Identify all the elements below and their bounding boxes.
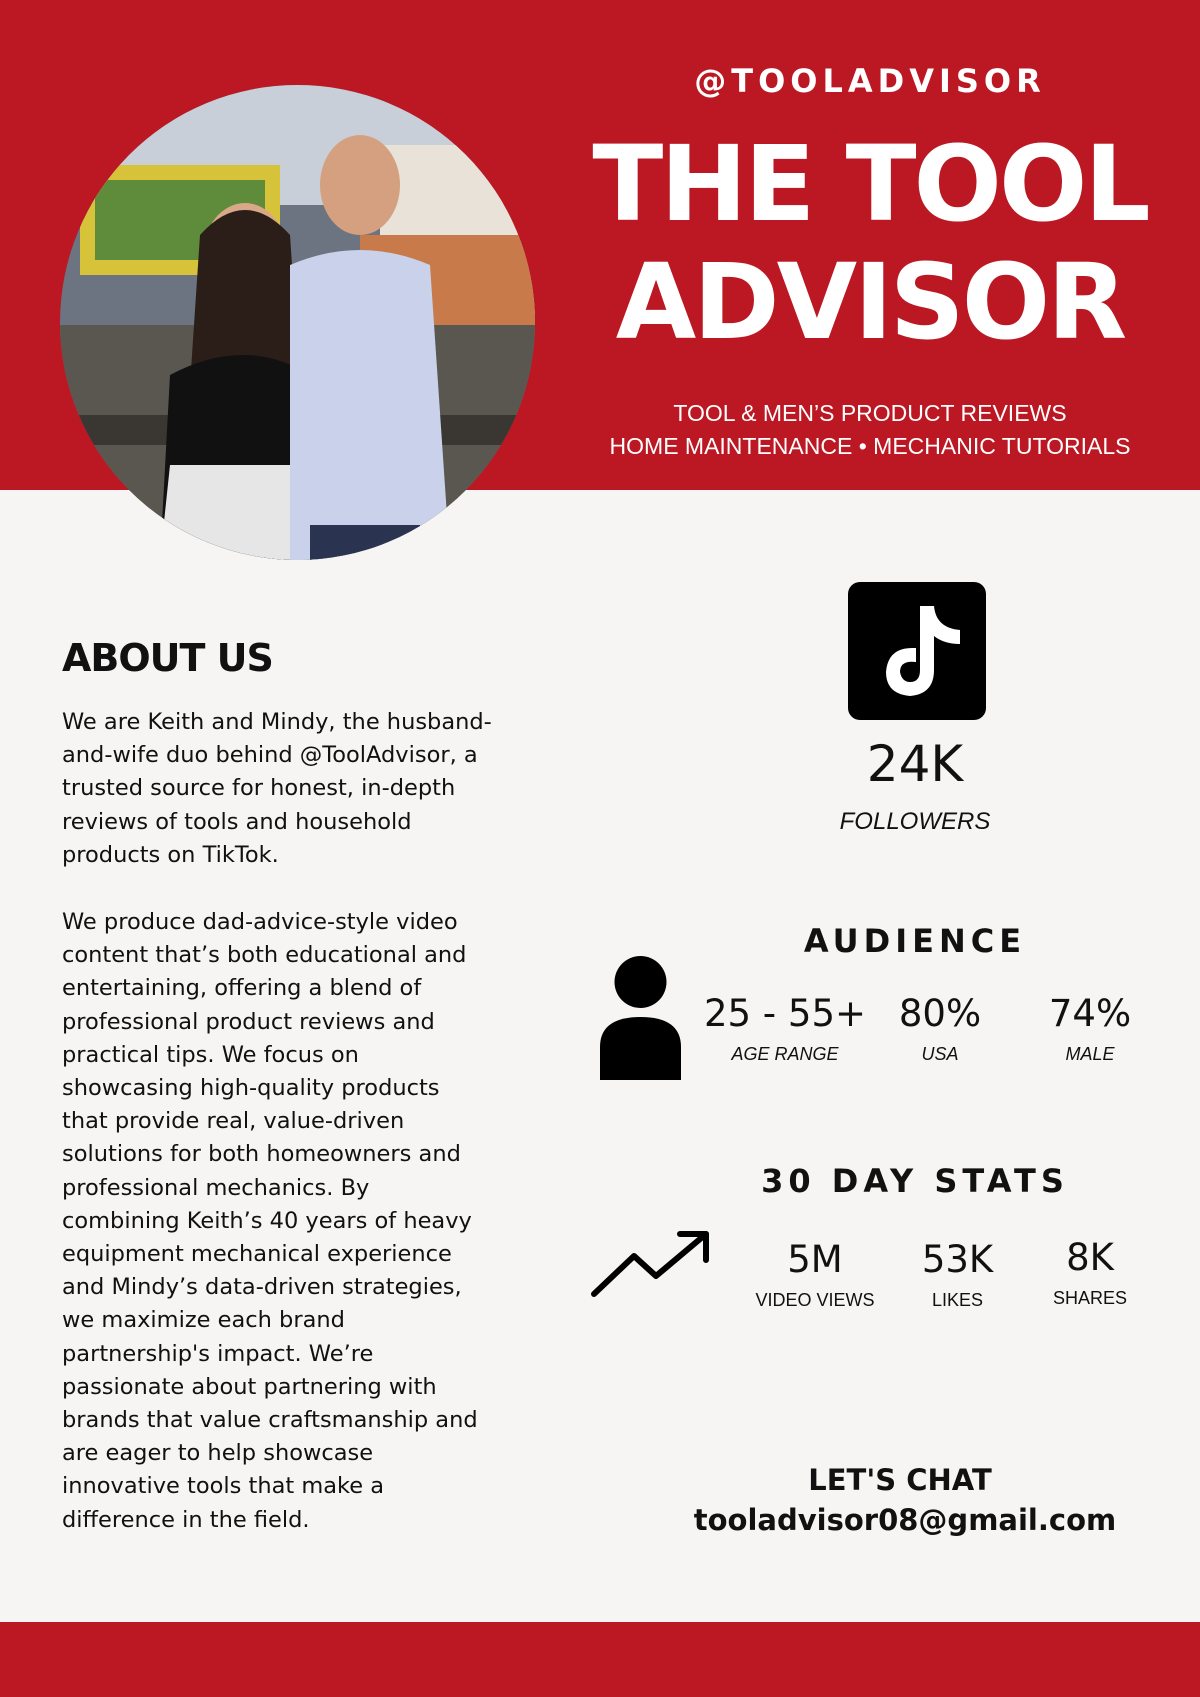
stat-shares-label: SHARES	[1052, 1288, 1128, 1308]
about-paragraph-2: We produce dad-advice-style video content that’s both educational and entertaining, offering a blend of professional product reviews and practical tips. We focus on showcasing high-quality products that provide real, value-driven solutions for both homeowners and professional mechanics. By combining Keith’s 40 years of heavy equipment mechanical experience and Mindy’s data-driven strategies, we maximize each brand partnership's impact. We’re passionate about partnering with brands that value craftsmanship and are eager to help showcase innovative tools that make a difference in the field.	[62, 909, 478, 1533]
stat-likes-value: 53K	[921, 1238, 994, 1281]
profile-photo	[60, 85, 535, 560]
contact-heading: LET'S CHAT	[808, 1463, 992, 1497]
page-title	[560, 125, 1180, 361]
audience-heading: AUDIENCE	[803, 922, 1027, 960]
title-line-2: ADVISOR	[615, 241, 1125, 363]
title-line-1: THE TOOL	[592, 123, 1148, 245]
about-paragraph-1: We are Keith and Mindy, the husband-and-wife duo behind @ToolAdvisor, a trusted source for honest, in-depth reviews of tools and household products on TikTok.	[62, 709, 492, 868]
footer-banner	[0, 1622, 1200, 1697]
tiktok-icon	[848, 582, 986, 720]
audience-male-value: 74%	[1048, 992, 1132, 1035]
stat-likes-label: LIKES	[931, 1290, 984, 1310]
audience-usa-value: 80%	[898, 992, 982, 1035]
about-heading: ABOUT US	[62, 636, 273, 680]
trending-up-icon	[588, 1226, 713, 1301]
subtitle-line-2: HOME MAINTENANCE • MECHANIC TUTORIALS	[609, 433, 1131, 459]
contact-email-link[interactable]: tooladvisor08@gmail.com	[693, 1503, 1117, 1537]
stat-views-value: 5M	[787, 1238, 843, 1281]
stat-shares-value: 8K	[1066, 1236, 1114, 1279]
stat-views-label: VIDEO VIEWS	[755, 1290, 875, 1310]
followers-label: FOLLOWERS	[839, 808, 991, 835]
subtitle-line-1: TOOL & MEN’S PRODUCT REVIEWS	[673, 400, 1067, 426]
audience-usa-label: USA	[921, 1044, 959, 1064]
social-handle: @TOOLADVISOR	[694, 62, 1046, 100]
audience-male-label: MALE	[1065, 1044, 1115, 1064]
audience-age-value: 25 - 55+	[703, 992, 867, 1035]
followers-value: 24K	[866, 735, 964, 793]
audience-age-label: AGE RANGE	[731, 1044, 839, 1064]
person-icon	[598, 955, 683, 1080]
thirty-day-heading: 30 DAY STATS	[761, 1162, 1069, 1200]
